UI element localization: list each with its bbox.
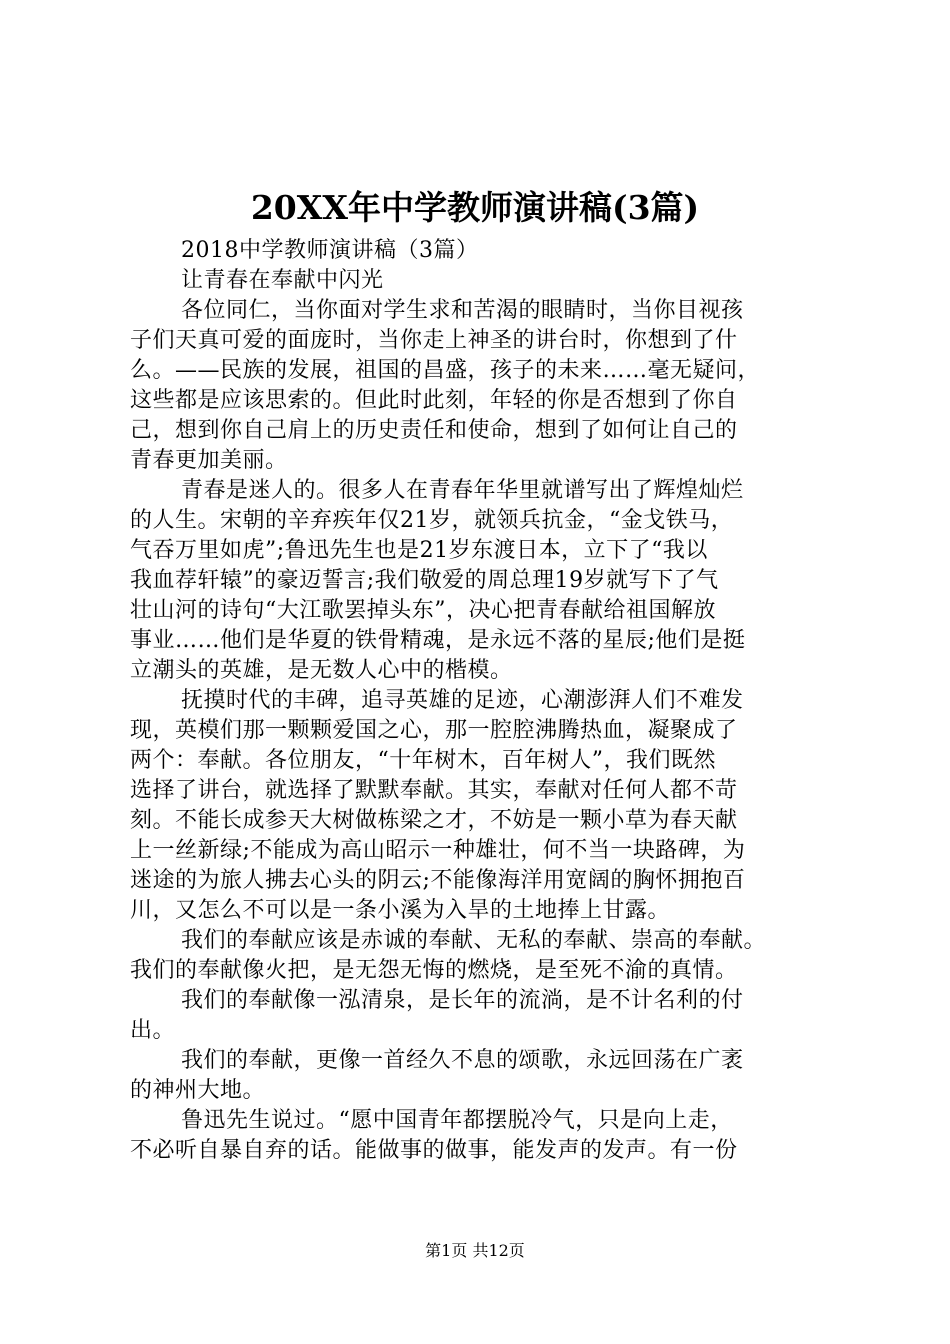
body-line: 抚摸时代的丰碑，追寻英雄的足迹，心潮澎湃人们不难发	[181, 688, 744, 713]
body-line: 气吞万里如虎”;鲁迅先生也是21岁东渡日本，立下了“我以	[130, 538, 708, 563]
body-line: 我们的奉献应该是赤诚的奉献、无私的奉献、崇高的奉献。	[181, 928, 767, 953]
body-line: 么。——民族的发展，祖国的昌盛，孩子的未来……毫无疑问，	[130, 358, 761, 383]
body-line: 两个：奉献。各位朋友，“十年树木，百年树人”，我们既然	[130, 748, 716, 773]
body-line: 鲁迅先生说过。“愿中国青年都摆脱冷气，只是向上走，	[181, 1108, 733, 1133]
body-line: 上一丝新绿;不能成为高山昭示一种雄壮，何不当一块路碑，为	[130, 838, 746, 863]
body-line: 这些都是应该思索的。但此时此刻，年轻的你是否想到了你自	[130, 388, 738, 413]
body-line: 现，英模们那一颗颗爱国之心，那一腔腔沸腾热血，凝聚成了	[130, 718, 738, 743]
body-line: 刻。不能长成参天大树做栋梁之才，不妨是一颗小草为春天献	[130, 808, 738, 833]
body-line: 不必听自暴自弃的话。能做事的做事，能发声的发声。有一份	[130, 1138, 738, 1163]
body-line: 川，又怎么不可以是一条小溪为入旱的土地捧上甘露。	[130, 898, 671, 923]
body-line: 的人生。宋朝的辛弃疾年仅21岁，就领兵抗金，“金戈铁马，	[130, 508, 734, 533]
body-line: 己，想到你自己肩上的历史责任和使命，想到了如何让自己的	[130, 418, 738, 443]
body-line: 子们天真可爱的面庞时，当你走上神圣的讲台时，你想到了什	[130, 328, 738, 353]
body-line: 2018中学教师演讲稿（3篇）	[181, 238, 479, 263]
body-line: 选择了讲台，就选择了默默奉献。其实，奉献对任何人都不苛	[130, 778, 738, 803]
body-line: 我血荐轩辕”的豪迈誓言;我们敬爱的周总理19岁就写下了气	[130, 568, 719, 593]
body-line: 我们的奉献像火把，是无怨无悔的燃烧，是至死不渝的真情。	[130, 958, 738, 983]
body-line: 我们的奉献像一泓清泉，是长年的流淌，是不计名利的付	[181, 988, 744, 1013]
body-line: 我们的奉献，更像一首经久不息的颂歌，永远回荡在广袤	[181, 1048, 744, 1073]
body-line: 事业……他们是华夏的铁骨精魂，是永远不落的星辰;他们是挺	[130, 628, 746, 653]
body-line: 壮山河的诗句“大江歌罢掉头东”，决心把青春献给祖国解放	[130, 598, 716, 623]
body-line: 青春更加美丽。	[130, 448, 288, 473]
body-line: 立潮头的英雄，是无数人心中的楷模。	[130, 658, 513, 683]
body-line: 的神州大地。	[130, 1078, 266, 1103]
body-line: 让青春在奉献中闪光	[181, 268, 384, 293]
document-title: 20XX年中学教师演讲稿(3篇)	[250, 188, 700, 227]
body-line: 青春是迷人的。很多人在青春年华里就谱写出了辉煌灿烂	[181, 478, 744, 503]
document-body	[130, 236, 830, 1166]
page-footer: 第1页 共12页	[425, 1241, 525, 1260]
body-line: 出。	[130, 1018, 176, 1043]
body-line: 迷途的为旅人拂去心头的阴云;不能像海洋用宽阔的胸怀拥抱百	[130, 868, 746, 893]
body-line: 各位同仁，当你面对学生求和苦渴的眼睛时，当你目视孩	[181, 298, 744, 323]
